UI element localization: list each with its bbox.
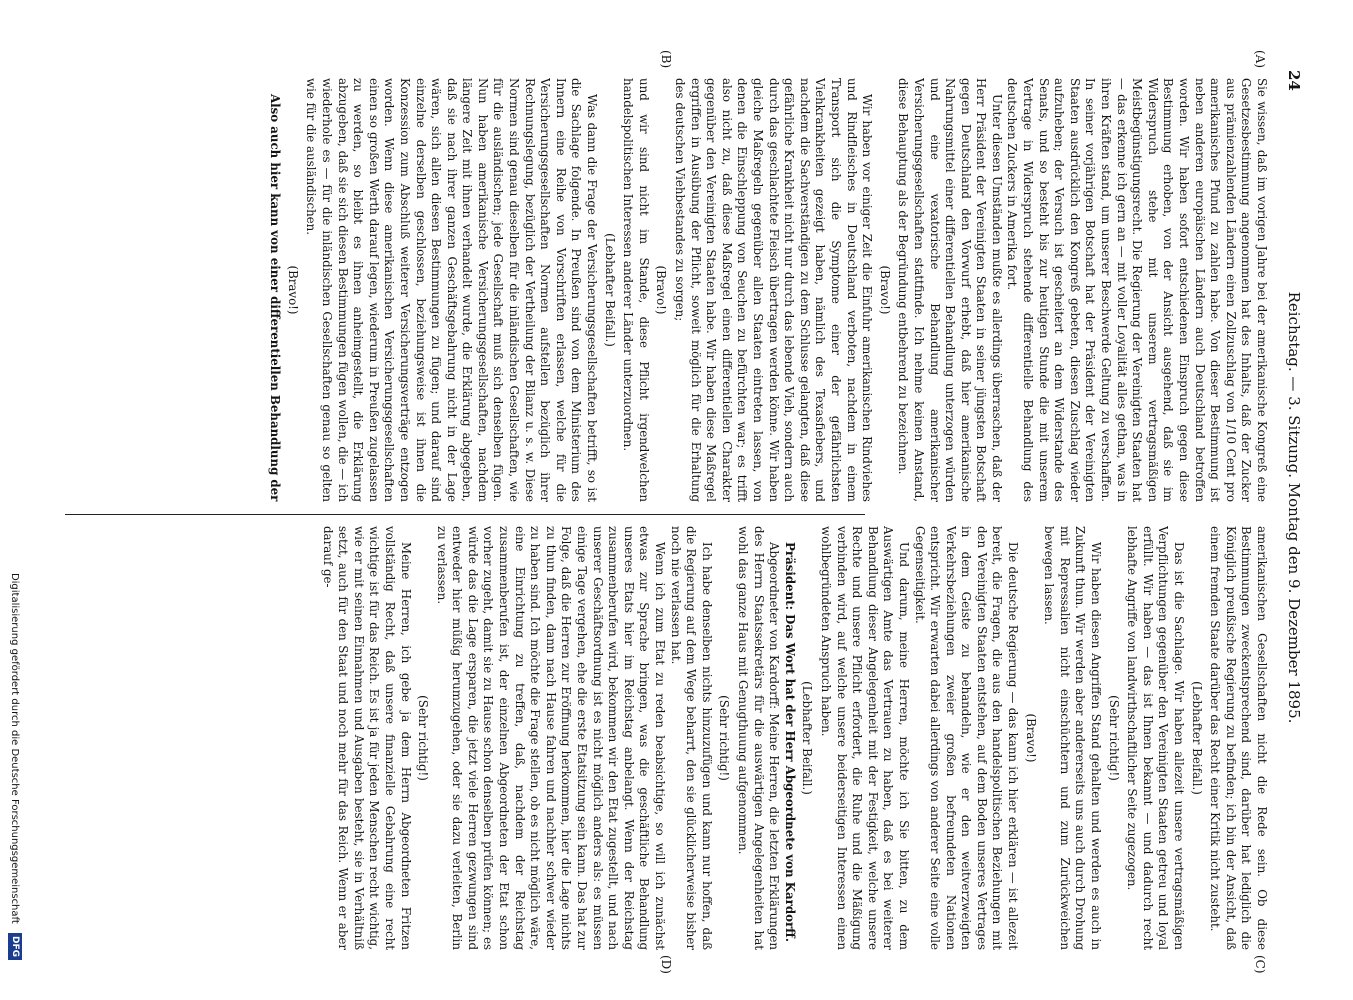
right-column [29, 526, 1269, 950]
applause-note: (Sehr richtig!) [1106, 695, 1121, 781]
paragraph: Was dann die Frage der Versicherungsgesellschaften betrifft, so ist die Sachlage folgende. In Preußen sind von dem Ministerium des Innern eine Reihe von Vorschriften erlassen, welche für die Versicherungsgesellschaften Normen aufstellen bezüglich ihrer Rechnungslegung, bezüglich der Vertheilung der Bilanz u. s. w. Diese Normen sind genau dieselben für die inländischen Gesellschaften, wie für die ausländischen; jede Gesellschaft muß sich denselben fügen. Nun haben amerikanische Versicherungsgesellschaften, nachdem längere Zeit mit ihnen verhandelt wurde, die Erklärung abgegeben, daß sie nach ihrer ganzen Geschäftsgebahrung nicht in der Lage wären, sich allen diesen Bestimmungen zu fügen; und darauf sind einzelne derselben geschlossen, beziehungsweise ist ihnen die Konzession zum Abschluß weiterer Versicherungsverträge entzogen worden. Wenn diese amerikanischen Versicherungsgesellschaften einen so großen Werth darauf legen, wiederum in Preußen zugelassen zu werden, so bleibt es ihnen anheimgestellt, die Erklärung abzugeben, daß sie sich diesen Bestimmungen fügen wollen, die — ich wiederhole es — für die inländischen Gesellschaften genau so gelten wie für die ausländischen. [304, 78, 600, 502]
margin-mark-b: (B) [659, 50, 673, 69]
applause-note: (Bravo!) [877, 265, 892, 315]
paragraph: amerikanischen Gesellschaften nicht die Rede sein. Ob diese Bestimmungen zweckentsprechend sind, darüber hat lediglich die Königlich preußische Regierung zu befinden; ich bin der Ansicht, daß einem fremden Staate darüber das Recht einer Kritik nicht zusteht. [1208, 526, 1269, 950]
left-column [29, 78, 1269, 502]
applause-note: (Lebhafter Beifall.) [800, 681, 815, 795]
paragraph: Wenn ich zum Etat zu reden beabsichtige, so will ich zunächst etwas zur Sprache bringen, was die geschäftliche Behandlung unseres Etats hier im Reichstag anbelangt. Wenn der Reichstag zusammenberufen wird, bekommen wir den Etat zugestellt, und nach unserer Geschäftsordnung ist es nicht möglich anders als: es müssen einige Tage vergehen, ehe die erste Etatsitzung sein kann. Das hat zur Folge, daß die Herren zur Eröffnung herkommen, hier die Lage nichts zu thun finden, dann nach Hause fahren und nachher schwer wieder zu haben sind. Ich möchte die Frage stellen, ob es nicht möglich wäre, eine Einrichtung zu treffen, daß, nachdem der Reichstag zusammenberufen ist, der einzelnen Abgeordneten der Etat schon vorher zugeht, damit sie zu Hause schon denselben prüfen können; es würde das die Lage ersparen, die jetzt viele Herren gezwungen sind entweder hier müßig herumzugehen, oder sie dazu verleiten, Berlin zu verlassen. [434, 526, 668, 950]
applause-note: (Lebhafter Beifall.) [1189, 681, 1204, 795]
column-divider [65, 514, 865, 515]
applause-note: (Sehr richtig!) [416, 695, 431, 781]
applause-note: (Sehr richtig!) [717, 695, 732, 781]
margin-mark-d: (D) [659, 955, 673, 974]
margin-mark-a: (A) [1253, 50, 1267, 69]
paragraph: Ich habe denselben nichts hinzuzufügen und kann nur hoffen, daß die Regierung auf dem Wege beharrt, den sie glücklicherweise bisher noch nie verlassen hat. [668, 526, 714, 950]
applause-note: (Bravo!) [285, 265, 300, 315]
paragraph: und wir sind nicht im Stande, diese Pflicht irgendwelchen handelspolitischen Interessen anderer Länder unterzuordnen. [621, 78, 651, 502]
paragraph: Die deutsche Regierung — das kann ich hier erklären — ist allezeit bereit, die Fragen, die aus den handelspolitischen Beziehungen mit den Vereinigten Staaten entstehen, auf dem Boden unseres Vertrages in dem Geiste zu behandeln, wie er den weitverzweigten Verkehrsbeziehungen zweier großen befreundeten Nationen entspricht. Wir erwarten dabei allerdings von anderer Seite eine volle Gegenseitigkeit. [912, 526, 1021, 950]
paragraph: Also auch hier kann von einer differentiellen Behandlung der [268, 94, 283, 502]
paragraph: Das ist die Sachlage. Wir haben allezeit unsere vertragsmäßigen Verpflichtungen gegenüber den Vereinigten Staaten getreu und loyal erfüllt. Wir haben — das ist Ihnen bekannt — und dadurch recht lebhafte Angriffe von landwirthschaftlicher Seite zugezogen. [1125, 526, 1187, 950]
paragraph: Wir haben vor einiger Zeit die Einfuhr amerikanischen Rindviehes und Rindfleisches in Deutschland verboten, nachdem in einem Transport sich die Symptome einer der gefährlichsten Viehkrankheiten gezeigt haben, nämlich des Texasfiebers, und nachdem die Sachverständigen zu dem Schlusse gelangten, daß diese gefährliche Krankheit nicht nur durch das lebende Vieh, sondern auch durch das geschlachtete Fleisch übertragen werden könne. Wir haben gleiche Maßregeln gegenüber allen Staaten eintreten lassen, von denen die Einschleppung von Seuchen zu befürchten war; es trifft also nicht zu, daß diese Maßregel einen differentiellen Charakter gegenüber den Vereinigten Staaten habe. Wir haben diese Maßregel ergriffen in Ausübung der Pflicht, soweit möglich für die Erhaltung des deutschen Viehbestandes zu sorgen; [673, 78, 875, 502]
page-header [1281, 70, 1307, 945]
paragraph: Wir haben diesen Angriffen Stand gehalten und werden es auch in Zukunft thun. Wir werden aber andererseits uns auch durch Drohung mit Repressalien nicht einschüchtern und zum Zurückweichen bewegen lassen. [1042, 526, 1104, 950]
credit-text: Digitalisierung gefördert durch die Deutsche Forschungsgemeinschaft [9, 572, 20, 924]
paragraph: Sie wissen, daß im vorigen Jahre bei der amerikanische Kongreß eine Gesetzesbestimmung angenommen hat des Inhalts, daß der Zucker aus prämienzahlenden Ländern einen Zollzuschlag von 1/10 Cent pro amerikanisches Pfund zu zahlen habe. Von dieser Bestimmung ist neben anderen europäischen Ländern auch Deutschland betroffen worden. Wir haben sofort entschiedenen Einspruch gegen diese Bestimmung erhoben, von der Ansicht ausgehend, daß sie im Widerspruch stehe mit unserem vertragsmäßigen Meistbegünstigungsrecht. Die Regierung der Vereinigten Staaten hat — das erkenne ich gern an — mit voller Loyalität alles gethan, was in ihren Kräften stand, um unserer Beschwerde Geltung zu verschaffen. In seiner vorjährigen Botschaft hat der Präsident der Vereinigten Staaten ausdrücklich den Kongreß gebeten, diesen Zuschlag wieder aufzuheben; der Versuch ist gescheitert an dem Widerstande des Senats, und so besteht bis zur heutigen Stunde die mit unserem Vertrage in Widerspruch stehende differentielle Behandlung des deutschen Zuckers in Amerika fort. [1005, 78, 1269, 502]
dfg-logo: DFG [8, 933, 22, 960]
page-number: 24 [1285, 70, 1303, 91]
applause-note: (Lebhafter Beifall.) [602, 233, 617, 347]
digitization-credit [5, 0, 23, 1000]
applause-note: (Bravo!) [654, 265, 669, 315]
paragraph: Meine Herren, ich gebe ja dem Herrn Abgeordneten Fritzen vollständig Recht, daß unsere finanzielle Gebahrung eine recht wichtige ist für das Reich. Es ist ja für jeden Menschen recht wichtig, wie er mit seinen Einnahmen und Ausgaben besteht, sie in Verhältniß setzt, auch für den Staat und noch mehr für das Reich. Wenn er aber darauf ge- [320, 526, 413, 950]
applause-note: (Bravo!) [1023, 713, 1038, 763]
paragraph: Und darum, meine Herren, möchte ich Sie bitten, zu dem Auswärtigen Amte das Vertrauen zu haben, daß es bei weiterer Behandlung dieser Angelegenheit mit der Festigkeit, welche unsere Rechte und unsere Pflicht erfordert, die Ruhe und die Mäßigung verbinden wird, auf welche unsere beiderseitigen Interessen einen wohlbegründeten Anspruch haben. [818, 526, 911, 950]
paragraph: Abgeordneter von Kardorff: Meine Herren, die letzten Erklärungen des Herrn Staatssekretärs für die auswärtigen Angelegenheiten hat wohl das ganze Haus mit Genugthuung aufgenommen. [736, 526, 782, 950]
margin-mark-c: (C) [1253, 955, 1267, 974]
running-title: Reichstag. — 3. Sitzung. Montag den 9. Dezember 1895. [1285, 291, 1303, 724]
paragraph: Unter diesen Umständen mußte es allerdings überraschen, daß der Herr Präsident der Vereinigten Staaten in seiner jüngsten Botschaft gegen Deutschland den Vorwurf erhebt, daß hier amerikanische Nahrungsmittel einer differentiellen Behandlung unterzogen würden und eine vexatorische Behandlung amerikanischer Versicherungsgesellschaften stattfinde. Ich nehme keinen Anstand, diese Behauptung als der Begründung entbehrend zu bezeichnen. [896, 78, 1004, 502]
president-statement: Präsident: Das Wort hat der Herr Abgeordnete von Kardorff. [782, 542, 797, 942]
